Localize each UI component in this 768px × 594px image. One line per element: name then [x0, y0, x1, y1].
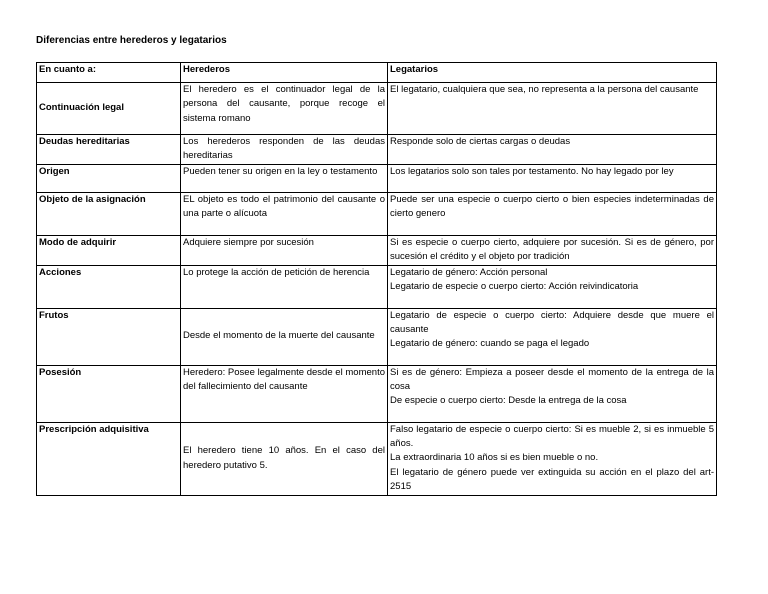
- row-herederos: El heredero es el continuador legal de la persona del causante, porque recoge el sistema romano: [181, 83, 388, 135]
- legatarios-line: El legatario de género puede ver extinguida su acción en el plazo del art- 2515: [390, 466, 714, 493]
- table-row: [37, 265, 717, 308]
- table-row: [37, 83, 717, 135]
- legatarios-line: Legatario de especie o cuerpo cierto: Adquiere desde que muere el causante: [390, 309, 714, 336]
- row-herederos: Lo protege la acción de petición de herencia: [181, 265, 388, 308]
- legatarios-line: Legatario de especie o cuerpo cierto: Acción reivindicatoria: [390, 281, 639, 293]
- row-legatarios: Responde solo de ciertas cargas o deudas: [388, 135, 717, 165]
- legatarios-line: La extraordinaria 10 años si es bien mueble o no.: [390, 452, 599, 464]
- row-legatarios: Puede ser una especie o cuerpo cierto o bien especies indeterminadas de cierto genero: [388, 192, 717, 235]
- row-legatarios: [388, 422, 717, 495]
- legatarios-line: Legatario de género: cuando se paga el legado: [390, 338, 590, 350]
- row-aspect: Posesión: [37, 365, 181, 422]
- row-aspect: Origen: [37, 164, 181, 192]
- table-row: [37, 135, 717, 165]
- row-aspect: Deudas hereditarias: [37, 135, 181, 165]
- row-legatarios: Los legatarios solo son tales por testamento. No hay legado por ley: [388, 164, 717, 192]
- table-row: [37, 235, 717, 265]
- table-row: [37, 164, 717, 192]
- row-aspect: Continuación legal: [37, 83, 181, 135]
- legatarios-line: Legatario de género: Acción personal: [390, 266, 548, 278]
- document-title: Diferencias entre herederos y legatarios: [36, 35, 227, 46]
- row-legatarios: El legatario, cualquiera que sea, no representa a la persona del causante: [388, 83, 717, 135]
- header-legatarios: Legatarios: [388, 63, 717, 83]
- row-aspect: Prescripción adquisitiva: [37, 422, 181, 495]
- legatarios-line: Falso legatario de especie o cuerpo cierto: Si es mueble 2, si es inmueble 5 años.: [390, 423, 714, 450]
- row-legatarios: [388, 308, 717, 365]
- row-herederos: Heredero: Posee legalmente desde el momento del fallecimiento del causante: [181, 365, 388, 422]
- header-aspect: En cuanto a:: [37, 63, 181, 83]
- table-header-row: [37, 63, 717, 83]
- table-row: [37, 422, 717, 495]
- header-herederos: Herederos: [181, 63, 388, 83]
- table-row: [37, 192, 717, 235]
- row-legatarios: [388, 365, 717, 422]
- row-aspect: Modo de adquirir: [37, 235, 181, 265]
- row-herederos: Desde el momento de la muerte del causante: [181, 308, 388, 365]
- comparison-table: [36, 62, 717, 496]
- row-herederos: Los herederos responden de las deudas hereditarias: [181, 135, 388, 165]
- table-row: [37, 365, 717, 422]
- legatarios-line: Si es de género: Empieza a poseer desde el momento de la entrega de la cosa: [390, 366, 714, 393]
- table-row: [37, 308, 717, 365]
- row-herederos: Pueden tener su origen en la ley o testamento: [181, 164, 388, 192]
- row-aspect: Acciones: [37, 265, 181, 308]
- row-legatarios: Si es especie o cuerpo cierto, adquiere por sucesión. Si es de género, por sucesión el crédito y el objeto por tradición: [388, 235, 717, 265]
- row-herederos: Adquiere siempre por sucesión: [181, 235, 388, 265]
- row-aspect: Frutos: [37, 308, 181, 365]
- legatarios-line: De especie o cuerpo cierto: Desde la entrega de la cosa: [390, 395, 627, 407]
- row-legatarios: [388, 265, 717, 308]
- row-herederos: El heredero tiene 10 años. En el caso del heredero putativo 5.: [181, 422, 388, 495]
- row-aspect: Objeto de la asignación: [37, 192, 181, 235]
- row-herederos: EL objeto es todo el patrimonio del causante o una parte o alícuota: [181, 192, 388, 235]
